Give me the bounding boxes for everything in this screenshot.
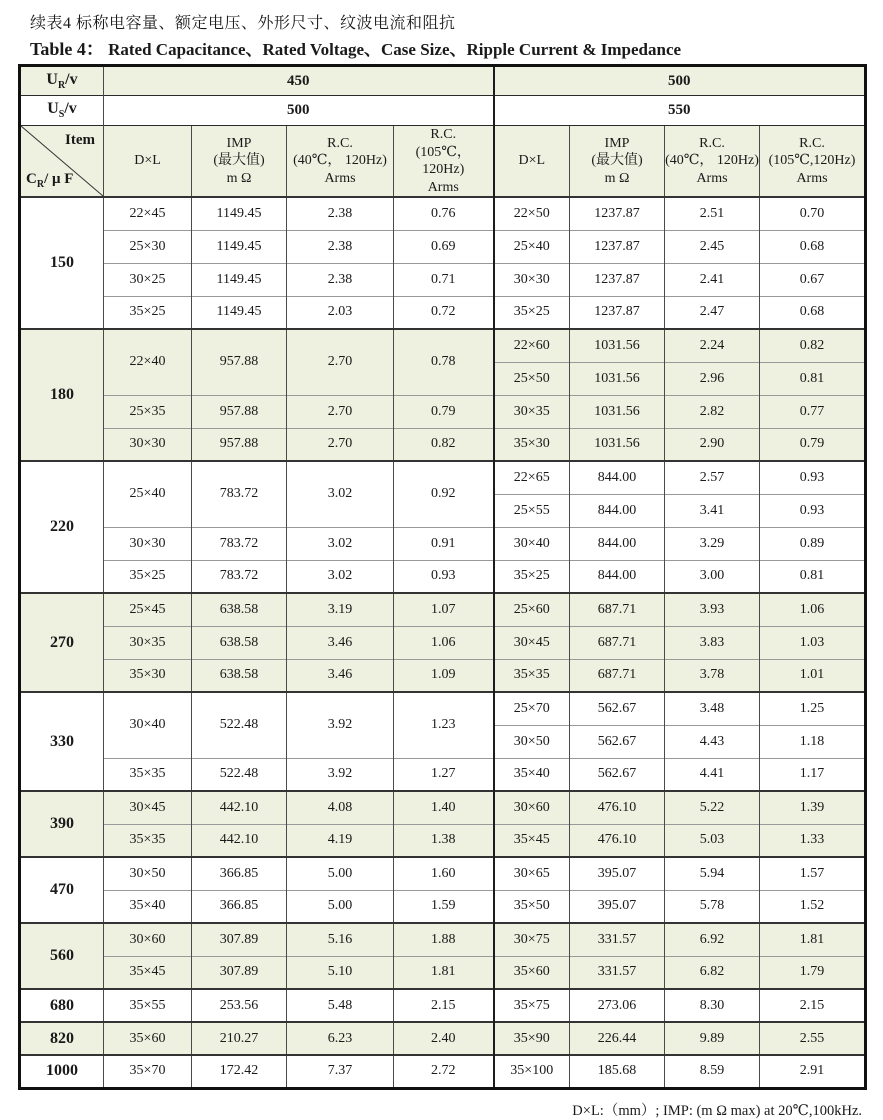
table-row	[20, 989, 866, 1022]
rc105-cell: 2.40	[394, 1022, 494, 1055]
rc105-cell: 0.69	[394, 230, 494, 263]
dxl-cell: 35×40	[104, 890, 192, 923]
rc40-cell: 3.00	[665, 560, 760, 593]
voltage-row	[20, 66, 866, 96]
rc40-cell: 3.48	[665, 692, 760, 725]
imp-cell: 687.71	[570, 659, 665, 692]
table-row	[20, 461, 866, 494]
imp-cell: 687.71	[570, 593, 665, 626]
rc40-cell: 2.41	[665, 263, 760, 296]
dxl-cell: 30×25	[104, 263, 192, 296]
table-row	[20, 923, 866, 956]
imp-cell: 307.89	[192, 923, 287, 956]
dxl-cell: 30×30	[104, 428, 192, 461]
rc40-cell: 2.51	[665, 197, 760, 230]
table-row	[20, 659, 866, 692]
imp-cell: 331.57	[570, 923, 665, 956]
table-row	[20, 395, 866, 428]
dxl-cell: 30×60	[494, 791, 570, 824]
rc40-cell: 2.57	[665, 461, 760, 494]
rc105-cell: 1.27	[394, 758, 494, 791]
rc40-cell: 6.82	[665, 956, 760, 989]
imp-cell: 783.72	[192, 560, 287, 593]
table-row	[20, 263, 866, 296]
rc105-cell: 1.09	[394, 659, 494, 692]
imp-cell: 1237.87	[570, 197, 665, 230]
table-row	[20, 230, 866, 263]
rc40-cell: 3.02	[287, 527, 394, 560]
rc40-cell: 4.43	[665, 725, 760, 758]
dxl-cell: 25×70	[494, 692, 570, 725]
dxl-cell: 30×65	[494, 857, 570, 890]
imp-cell: 562.67	[570, 725, 665, 758]
rc40-cell: 3.46	[287, 626, 394, 659]
rc40-cell: 7.37	[287, 1055, 394, 1088]
rc105-cell: 1.06	[394, 626, 494, 659]
dxl-cell: 30×50	[104, 857, 192, 890]
capacitance-cell: 1000	[20, 1055, 104, 1088]
imp-cell: 476.10	[570, 791, 665, 824]
rc105-cell: 1.40	[394, 791, 494, 824]
imp-cell: 273.06	[570, 989, 665, 1022]
rc40-cell: 3.78	[665, 659, 760, 692]
dxl-cell: 35×70	[104, 1055, 192, 1088]
dxl-cell: 35×45	[494, 824, 570, 857]
dxl-cell: 35×30	[494, 428, 570, 461]
table-row	[20, 527, 866, 560]
col-header-rc40: R.C. (40℃， 120Hz) Arms	[287, 126, 394, 198]
footnote: D×L:（mm）; IMP: (m Ω max) at 20℃,100kHz.	[572, 1102, 862, 1119]
col-header-imp: IMP (最大值) m Ω	[570, 126, 665, 198]
imp-cell: 783.72	[192, 461, 287, 527]
imp-cell: 172.42	[192, 1055, 287, 1088]
rc40-cell: 5.00	[287, 890, 394, 923]
rc40-cell: 2.47	[665, 296, 760, 329]
imp-cell: 210.27	[192, 1022, 287, 1055]
rc105-cell: 2.55	[760, 1022, 866, 1055]
rc40-cell: 5.48	[287, 989, 394, 1022]
rc105-cell: 0.93	[760, 461, 866, 494]
capacitance-cell: 330	[20, 692, 104, 791]
capacitance-cell: 180	[20, 329, 104, 461]
dxl-cell: 25×60	[494, 593, 570, 626]
dxl-cell: 30×45	[494, 626, 570, 659]
col-header-imp: IMP (最大值) m Ω	[192, 126, 287, 198]
rc105-cell: 0.89	[760, 527, 866, 560]
rc105-cell: 0.82	[394, 428, 494, 461]
capacitance-cell: 820	[20, 1022, 104, 1055]
dxl-cell: 35×75	[494, 989, 570, 1022]
table-row	[20, 296, 866, 329]
imp-cell: 638.58	[192, 626, 287, 659]
imp-cell: 366.85	[192, 857, 287, 890]
rc105-cell: 1.07	[394, 593, 494, 626]
rc105-cell: 0.93	[394, 560, 494, 593]
col-header-rc105: R.C. (105℃,120Hz) Arms	[760, 126, 866, 198]
imp-cell: 844.00	[570, 560, 665, 593]
rc40-cell: 2.38	[287, 197, 394, 230]
dxl-cell: 25×55	[494, 494, 570, 527]
imp-cell: 957.88	[192, 329, 287, 395]
dxl-cell: 30×75	[494, 923, 570, 956]
capacitance-unit-label: $C_R/$ μ F	[26, 170, 74, 190]
dxl-cell: 35×45	[104, 956, 192, 989]
imp-cell: 957.88	[192, 395, 287, 428]
capacitance-cell: 220	[20, 461, 104, 593]
dxl-cell: 35×35	[104, 758, 192, 791]
rc105-cell: 1.79	[760, 956, 866, 989]
dxl-cell: 30×30	[494, 263, 570, 296]
col-header-dxl: D×L	[104, 126, 192, 198]
imp-cell: 957.88	[192, 428, 287, 461]
dxl-cell: 30×45	[104, 791, 192, 824]
rc40-cell: 3.02	[287, 560, 394, 593]
imp-cell: 638.58	[192, 593, 287, 626]
rc40-cell: 4.19	[287, 824, 394, 857]
rc40-cell: 5.10	[287, 956, 394, 989]
rc105-cell: 1.06	[760, 593, 866, 626]
rc105-cell: 1.18	[760, 725, 866, 758]
voltage-row-label: $U_R/v$	[20, 66, 104, 96]
dxl-cell: 35×25	[104, 560, 192, 593]
rc105-cell: 0.82	[760, 329, 866, 362]
imp-cell: 395.07	[570, 890, 665, 923]
dxl-cell: 25×40	[104, 461, 192, 527]
dxl-cell: 22×50	[494, 197, 570, 230]
dxl-cell: 35×55	[104, 989, 192, 1022]
dxl-cell: 30×50	[494, 725, 570, 758]
rc40-cell: 6.92	[665, 923, 760, 956]
dxl-cell: 35×25	[494, 560, 570, 593]
rc40-cell: 2.70	[287, 395, 394, 428]
col-header-rc105: R.C. (105℃， 120Hz) Arms	[394, 126, 494, 198]
rc40-cell: 3.19	[287, 593, 394, 626]
imp-cell: 1031.56	[570, 395, 665, 428]
imp-cell: 366.85	[192, 890, 287, 923]
voltage-value-left: 500	[104, 96, 494, 126]
dxl-cell: 35×35	[494, 659, 570, 692]
dxl-cell: 25×40	[494, 230, 570, 263]
dxl-cell: 35×25	[104, 296, 192, 329]
capacitance-cell: 470	[20, 857, 104, 923]
table-row	[20, 857, 866, 890]
rc40-cell: 2.70	[287, 329, 394, 395]
imp-cell: 1149.45	[192, 296, 287, 329]
rc40-cell: 2.96	[665, 362, 760, 395]
capacitance-cell: 150	[20, 197, 104, 329]
dxl-cell: 30×40	[494, 527, 570, 560]
imp-cell: 1031.56	[570, 362, 665, 395]
rc105-cell: 0.78	[394, 329, 494, 395]
imp-cell: 844.00	[570, 494, 665, 527]
imp-cell: 395.07	[570, 857, 665, 890]
rc40-cell: 2.38	[287, 263, 394, 296]
imp-cell: 1031.56	[570, 428, 665, 461]
rc40-cell: 3.02	[287, 461, 394, 527]
rc105-cell: 0.81	[760, 560, 866, 593]
imp-cell: 687.71	[570, 626, 665, 659]
rc40-cell: 5.16	[287, 923, 394, 956]
voltage-row-label: $U_S/v$	[20, 96, 104, 126]
table-row	[20, 1022, 866, 1055]
dxl-cell: 25×30	[104, 230, 192, 263]
imp-cell: 1149.45	[192, 197, 287, 230]
table-row	[20, 1055, 866, 1088]
imp-cell: 522.48	[192, 692, 287, 758]
rc105-cell: 0.92	[394, 461, 494, 527]
rc105-cell: 1.59	[394, 890, 494, 923]
table-row	[20, 824, 866, 857]
dxl-cell: 30×30	[104, 527, 192, 560]
rc105-cell: 1.81	[760, 923, 866, 956]
dxl-cell: 30×60	[104, 923, 192, 956]
table-row	[20, 593, 866, 626]
dxl-cell: 25×45	[104, 593, 192, 626]
table-row	[20, 890, 866, 923]
rc40-cell: 3.93	[665, 593, 760, 626]
rc105-cell: 1.57	[760, 857, 866, 890]
table-row	[20, 329, 866, 362]
dxl-cell: 35×25	[494, 296, 570, 329]
voltage-value-left: 450	[104, 66, 494, 96]
rc40-cell: 5.03	[665, 824, 760, 857]
col-header-rc40: R.C. (40℃， 120Hz) Arms	[665, 126, 760, 198]
imp-cell: 1237.87	[570, 230, 665, 263]
rc105-cell: 2.72	[394, 1055, 494, 1088]
col-header-dxl: D×L	[494, 126, 570, 198]
dxl-cell: 22×40	[104, 329, 192, 395]
rc105-cell: 2.91	[760, 1055, 866, 1088]
dxl-cell: 22×45	[104, 197, 192, 230]
table-row	[20, 758, 866, 791]
table-number-label: Table 4：	[30, 39, 104, 59]
capacitance-cell: 270	[20, 593, 104, 692]
rc40-cell: 8.59	[665, 1055, 760, 1088]
rc105-cell: 1.01	[760, 659, 866, 692]
rc40-cell: 3.46	[287, 659, 394, 692]
rc105-cell: 1.03	[760, 626, 866, 659]
imp-cell: 638.58	[192, 659, 287, 692]
rc105-cell: 0.79	[760, 428, 866, 461]
imp-cell: 1149.45	[192, 263, 287, 296]
rc40-cell: 3.41	[665, 494, 760, 527]
dxl-cell: 35×40	[494, 758, 570, 791]
dxl-cell: 25×50	[494, 362, 570, 395]
imp-cell: 783.72	[192, 527, 287, 560]
table-row	[20, 692, 866, 725]
imp-cell: 844.00	[570, 461, 665, 494]
rc40-cell: 2.82	[665, 395, 760, 428]
imp-cell: 1031.56	[570, 329, 665, 362]
rc105-cell: 1.38	[394, 824, 494, 857]
imp-cell: 226.44	[570, 1022, 665, 1055]
rc40-cell: 2.03	[287, 296, 394, 329]
rc105-cell: 1.23	[394, 692, 494, 758]
rc40-cell: 6.23	[287, 1022, 394, 1055]
rc105-cell: 1.60	[394, 857, 494, 890]
table-row	[20, 956, 866, 989]
rc105-cell: 0.81	[760, 362, 866, 395]
rc40-cell: 3.83	[665, 626, 760, 659]
imp-cell: 1149.45	[192, 230, 287, 263]
rc105-cell: 1.52	[760, 890, 866, 923]
imp-cell: 442.10	[192, 791, 287, 824]
table-title-chinese: 续表4 标称电容量、额定电压、外形尺寸、纹波电流和阻抗	[30, 15, 456, 32]
rc105-cell: 0.68	[760, 230, 866, 263]
rc105-cell: 0.67	[760, 263, 866, 296]
dxl-cell: 30×35	[494, 395, 570, 428]
voltage-value-right: 500	[494, 66, 866, 96]
imp-cell: 522.48	[192, 758, 287, 791]
rc105-cell: 0.79	[394, 395, 494, 428]
dxl-cell: 35×60	[494, 956, 570, 989]
rc40-cell: 2.90	[665, 428, 760, 461]
dxl-cell: 30×40	[104, 692, 192, 758]
imp-cell: 562.67	[570, 692, 665, 725]
rc105-cell: 2.15	[394, 989, 494, 1022]
dxl-cell: 35×50	[494, 890, 570, 923]
rc40-cell: 5.00	[287, 857, 394, 890]
imp-cell: 844.00	[570, 527, 665, 560]
dxl-cell: 22×60	[494, 329, 570, 362]
table-row	[20, 428, 866, 461]
rc40-cell: 2.24	[665, 329, 760, 362]
table-row	[20, 560, 866, 593]
rc40-cell: 4.08	[287, 791, 394, 824]
table-row	[20, 197, 866, 230]
imp-cell: 185.68	[570, 1055, 665, 1088]
rc40-cell: 5.94	[665, 857, 760, 890]
dxl-cell: 25×35	[104, 395, 192, 428]
table-title-english	[30, 35, 883, 61]
dxl-cell: 22×65	[494, 461, 570, 494]
capacitance-cell: 560	[20, 923, 104, 989]
capacitance-cell: 390	[20, 791, 104, 857]
imp-cell: 253.56	[192, 989, 287, 1022]
rc105-cell: 0.71	[394, 263, 494, 296]
rc40-cell: 5.22	[665, 791, 760, 824]
rc105-cell: 0.68	[760, 296, 866, 329]
imp-cell: 1237.87	[570, 263, 665, 296]
dxl-cell: 35×100	[494, 1055, 570, 1088]
table-row	[20, 791, 866, 824]
rc40-cell: 9.89	[665, 1022, 760, 1055]
rc40-cell: 3.92	[287, 758, 394, 791]
rc105-cell: 1.17	[760, 758, 866, 791]
dxl-cell: 35×90	[494, 1022, 570, 1055]
rc105-cell: 0.91	[394, 527, 494, 560]
rc105-cell: 0.77	[760, 395, 866, 428]
rc40-cell: 2.38	[287, 230, 394, 263]
imp-cell: 307.89	[192, 956, 287, 989]
imp-cell: 331.57	[570, 956, 665, 989]
dxl-cell: 35×35	[104, 824, 192, 857]
dxl-cell: 30×35	[104, 626, 192, 659]
rc40-cell: 4.41	[665, 758, 760, 791]
rc105-cell: 1.33	[760, 824, 866, 857]
dxl-cell: 35×60	[104, 1022, 192, 1055]
imp-cell: 442.10	[192, 824, 287, 857]
table-row	[20, 626, 866, 659]
voltage-row	[20, 96, 866, 126]
voltage-value-right: 550	[494, 96, 866, 126]
rc40-cell: 8.30	[665, 989, 760, 1022]
item-capacitance-corner-cell	[20, 126, 104, 198]
rc40-cell: 3.92	[287, 692, 394, 758]
imp-cell: 562.67	[570, 758, 665, 791]
imp-cell: 476.10	[570, 824, 665, 857]
item-label: Item	[65, 132, 95, 148]
rc105-cell: 1.25	[760, 692, 866, 725]
table-title-english-text: Rated Capacitance、Rated Voltage、Case Size、Ripple Current & Impedance	[108, 40, 682, 59]
rc40-cell: 5.78	[665, 890, 760, 923]
rc105-cell: 1.88	[394, 923, 494, 956]
rc105-cell: 1.81	[394, 956, 494, 989]
ratings-table	[18, 64, 867, 1090]
rc40-cell: 2.70	[287, 428, 394, 461]
imp-cell: 1237.87	[570, 296, 665, 329]
rc105-cell: 0.76	[394, 197, 494, 230]
rc40-cell: 2.45	[665, 230, 760, 263]
rc40-cell: 3.29	[665, 527, 760, 560]
rc105-cell: 0.93	[760, 494, 866, 527]
dxl-cell: 35×30	[104, 659, 192, 692]
rc105-cell: 0.72	[394, 296, 494, 329]
rc105-cell: 1.39	[760, 791, 866, 824]
capacitance-cell: 680	[20, 989, 104, 1022]
rc105-cell: 2.15	[760, 989, 866, 1022]
rc105-cell: 0.70	[760, 197, 866, 230]
column-header-row	[20, 126, 866, 198]
